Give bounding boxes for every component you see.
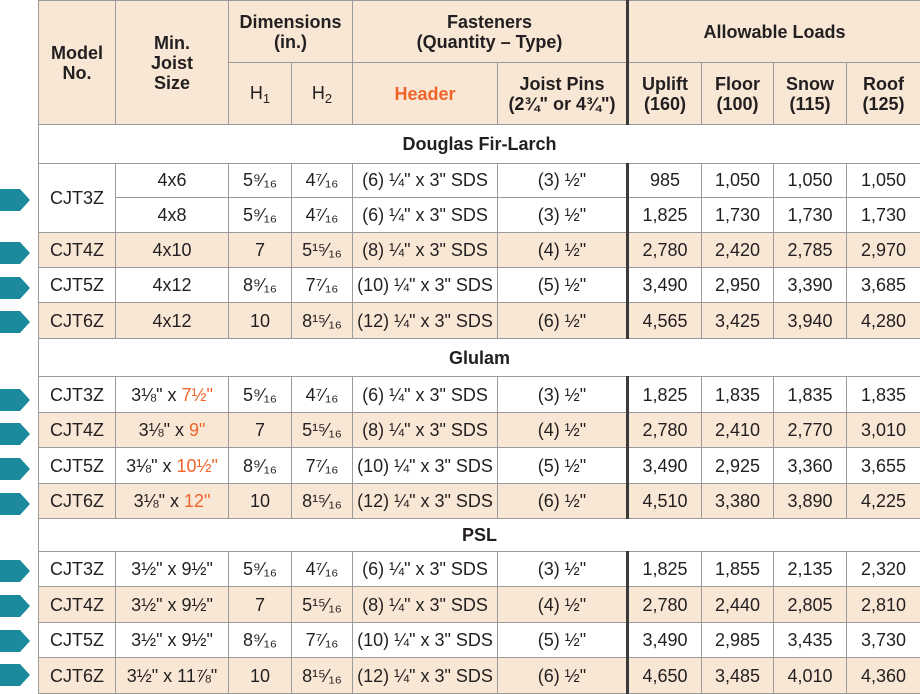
joist-pins-cell: (5) ½": [498, 267, 628, 302]
header-fastener-header: Header: [353, 63, 498, 125]
joist-size-cell: 4x12: [116, 303, 229, 338]
h2-cell: 7⁷⁄₁₆: [292, 622, 353, 657]
header-fastener-cell: (10) ¼" x 3" SDS: [353, 622, 498, 657]
arrow-tag-icon: [0, 389, 30, 411]
uplift-cell: 985: [628, 163, 702, 197]
h2-cell: 8¹⁵⁄₁₆: [292, 303, 353, 338]
roof-cell: 1,730: [847, 198, 920, 232]
snow-cell: 4,010: [774, 658, 847, 694]
header-fastener-cell: (10) ¼" x 3" SDS: [353, 267, 498, 302]
joist-size-cell: 4x10: [116, 232, 229, 267]
table-header: [39, 1, 920, 125]
floor-cell: 3,425: [702, 303, 774, 338]
model-cell: CJT6Z: [39, 483, 116, 518]
table-body: [39, 125, 920, 694]
roof-cell: 4,280: [847, 303, 920, 338]
h2-cell: 4⁷⁄₁₆: [292, 377, 353, 412]
header-fastener-cell: (6) ¼" x 3" SDS: [353, 551, 498, 586]
floor-cell: 1,835: [702, 377, 774, 412]
snow-cell: 1,730: [774, 198, 847, 232]
model-cell: CJT5Z: [39, 622, 116, 657]
floor-cell: 2,440: [702, 587, 774, 622]
joist-size-cell: 3½" x 9½": [116, 622, 229, 657]
header-fastener-cell: (8) ¼" x 3" SDS: [353, 232, 498, 267]
snow-cell: 3,890: [774, 483, 847, 518]
joist-pins-cell: (4) ½": [498, 587, 628, 622]
dimensions-header: Dimensions (in.): [229, 1, 353, 63]
h2-header: $H_2$: [292, 63, 353, 125]
h2-cell: 7⁷⁄₁₆: [292, 448, 353, 483]
roof-header: Roof (125): [847, 63, 920, 125]
table-row: [39, 163, 920, 197]
header-fastener-cell: (6) ¼" x 3" SDS: [353, 377, 498, 412]
roof-cell: 3,010: [847, 412, 920, 447]
h1-cell: 10: [229, 658, 292, 694]
joist-size-cell: 3½" x 9½": [116, 587, 229, 622]
model-cell: CJT4Z: [39, 412, 116, 447]
roof-cell: 2,320: [847, 551, 920, 586]
arrow-tag-icon: [0, 458, 30, 480]
model-no-header: Model No.: [39, 1, 116, 125]
uplift-cell: 1,825: [628, 198, 702, 232]
table-row: [39, 483, 920, 518]
section-title: Douglas Fir-Larch: [39, 125, 920, 164]
snow-cell: 2,785: [774, 232, 847, 267]
h1-cell: 8⁹⁄₁₆: [229, 267, 292, 302]
h2-cell: 5¹⁵⁄₁₆: [292, 232, 353, 267]
floor-cell: 2,410: [702, 412, 774, 447]
uplift-cell: 3,490: [628, 448, 702, 483]
floor-cell: 2,950: [702, 267, 774, 302]
roof-cell: 2,970: [847, 232, 920, 267]
section-title: PSL: [39, 519, 920, 551]
snow-cell: 3,940: [774, 303, 847, 338]
header-fastener-cell: (8) ¼" x 3" SDS: [353, 587, 498, 622]
joist-pins-cell: (3) ½": [498, 163, 628, 197]
model-cell: CJT3Z: [39, 551, 116, 586]
uplift-cell: 2,780: [628, 232, 702, 267]
uplift-cell: 1,825: [628, 377, 702, 412]
model-cell: CJT5Z: [39, 267, 116, 302]
roof-cell: 3,655: [847, 448, 920, 483]
model-cell: CJT4Z: [39, 232, 116, 267]
header-fastener-cell: (12) ¼" x 3" SDS: [353, 483, 498, 518]
joist-size-cell: 4x6: [116, 163, 229, 197]
allowable-loads-table: [38, 0, 920, 694]
arrow-tag-icon: [0, 311, 30, 333]
joist-pins-cell: (3) ½": [498, 198, 628, 232]
joist-pins-cell: (3) ½": [498, 377, 628, 412]
table-row: [39, 412, 920, 447]
header-fastener-cell: (6) ¼" x 3" SDS: [353, 198, 498, 232]
roof-cell: 3,730: [847, 622, 920, 657]
arrow-tag-icon: [0, 189, 30, 211]
uplift-cell: 2,780: [628, 412, 702, 447]
joist-pins-cell: (6) ½": [498, 483, 628, 518]
joist-pins-cell: (6) ½": [498, 303, 628, 338]
joist-pins-cell: (6) ½": [498, 658, 628, 694]
joist-pins-cell: (5) ½": [498, 622, 628, 657]
table-row: [39, 448, 920, 483]
table-row: [39, 622, 920, 657]
uplift-cell: 3,490: [628, 267, 702, 302]
roof-cell: 4,360: [847, 658, 920, 694]
arrow-tag-icon: [0, 242, 30, 264]
table-row: [39, 377, 920, 412]
arrow-tag-icon: [0, 595, 30, 617]
joist-size-cell: 3½" x 11⅞": [116, 658, 229, 694]
floor-cell: 2,925: [702, 448, 774, 483]
roof-cell: 3,685: [847, 267, 920, 302]
model-cell: CJT3Z: [39, 377, 116, 412]
h2-cell: 4⁷⁄₁₆: [292, 163, 353, 197]
header-fastener-cell: (8) ¼" x 3" SDS: [353, 412, 498, 447]
joist-pins-header: Joist Pins (2¾" or 4¾"): [498, 63, 628, 125]
floor-cell: 1,855: [702, 551, 774, 586]
arrow-tag-icon: [0, 277, 30, 299]
section-title: Glulam: [39, 338, 920, 377]
floor-cell: 1,730: [702, 198, 774, 232]
h1-cell: 10: [229, 303, 292, 338]
floor-cell: 1,050: [702, 163, 774, 197]
table-row: [39, 658, 920, 694]
uplift-cell: 4,650: [628, 658, 702, 694]
arrow-tag-icon: [0, 630, 30, 652]
h2-cell: 8¹⁵⁄₁₆: [292, 483, 353, 518]
roof-cell: 4,225: [847, 483, 920, 518]
h2-cell: 4⁷⁄₁₆: [292, 198, 353, 232]
h1-cell: 7: [229, 232, 292, 267]
snow-header: Snow (115): [774, 63, 847, 125]
roof-cell: 2,810: [847, 587, 920, 622]
snow-cell: 1,835: [774, 377, 847, 412]
floor-cell: 2,985: [702, 622, 774, 657]
h1-cell: 7: [229, 412, 292, 447]
header-fastener-cell: (12) ¼" x 3" SDS: [353, 658, 498, 694]
arrow-tag-icon: [0, 493, 30, 515]
snow-cell: 2,135: [774, 551, 847, 586]
joist-size-cell: 4x8: [116, 198, 229, 232]
h1-cell: 7: [229, 587, 292, 622]
uplift-cell: 4,510: [628, 483, 702, 518]
h1-cell: 8⁹⁄₁₆: [229, 448, 292, 483]
header-fastener-cell: (12) ¼" x 3" SDS: [353, 303, 498, 338]
joist-pins-cell: (4) ½": [498, 412, 628, 447]
roof-cell: 1,050: [847, 163, 920, 197]
h2-cell: 5¹⁵⁄₁₆: [292, 412, 353, 447]
row-markers: [0, 0, 38, 694]
fasteners-header: Fasteners (Quantity – Type): [353, 1, 628, 63]
h2-cell: 8¹⁵⁄₁₆: [292, 658, 353, 694]
h2-cell: 5¹⁵⁄₁₆: [292, 587, 353, 622]
header-fastener-cell: (6) ¼" x 3" SDS: [353, 163, 498, 197]
snow-cell: 1,050: [774, 163, 847, 197]
allowable-loads-header: Allowable Loads: [628, 1, 920, 63]
arrow-tag-icon: [0, 423, 30, 445]
h2-cell: 7⁷⁄₁₆: [292, 267, 353, 302]
h1-cell: 5⁹⁄₁₆: [229, 198, 292, 232]
min-joist-size-header: Min. Joist Size: [116, 1, 229, 125]
snow-cell: 2,770: [774, 412, 847, 447]
model-cell: CJT6Z: [39, 303, 116, 338]
snow-cell: 3,360: [774, 448, 847, 483]
table-row: [39, 232, 920, 267]
arrow-tag-icon: [0, 664, 30, 686]
table-row: [39, 267, 920, 302]
floor-header: Floor (100): [702, 63, 774, 125]
snow-cell: 3,435: [774, 622, 847, 657]
h1-cell: 10: [229, 483, 292, 518]
roof-cell: 1,835: [847, 377, 920, 412]
joist-size-cell: 3⅛" x 9": [116, 412, 229, 447]
table-row: [39, 303, 920, 338]
floor-cell: 2,420: [702, 232, 774, 267]
h1-header: $H_1$: [229, 63, 292, 125]
model-cell: CJT4Z: [39, 587, 116, 622]
table-row: [39, 551, 920, 586]
snow-cell: 2,805: [774, 587, 847, 622]
joist-pins-cell: (4) ½": [498, 232, 628, 267]
h1-cell: 5⁹⁄₁₆: [229, 551, 292, 586]
joist-size-cell: 3⅛" x 7½": [116, 377, 229, 412]
uplift-cell: 3,490: [628, 622, 702, 657]
model-cell: CJT3Z: [39, 163, 116, 232]
joist-size-cell: 4x12: [116, 267, 229, 302]
uplift-cell: 1,825: [628, 551, 702, 586]
header-fastener-cell: (10) ¼" x 3" SDS: [353, 448, 498, 483]
model-cell: CJT6Z: [39, 658, 116, 694]
table-row: [39, 198, 920, 232]
joist-pins-cell: (3) ½": [498, 551, 628, 586]
joist-pins-cell: (5) ½": [498, 448, 628, 483]
h1-cell: 5⁹⁄₁₆: [229, 377, 292, 412]
floor-cell: 3,380: [702, 483, 774, 518]
uplift-cell: 4,565: [628, 303, 702, 338]
floor-cell: 3,485: [702, 658, 774, 694]
h1-cell: 8⁹⁄₁₆: [229, 622, 292, 657]
uplift-header: Uplift (160): [628, 63, 702, 125]
joist-size-cell: 3⅛" x 12": [116, 483, 229, 518]
snow-cell: 3,390: [774, 267, 847, 302]
h1-cell: 5⁹⁄₁₆: [229, 163, 292, 197]
uplift-cell: 2,780: [628, 587, 702, 622]
joist-size-cell: 3⅛" x 10½": [116, 448, 229, 483]
model-cell: CJT5Z: [39, 448, 116, 483]
h2-cell: 4⁷⁄₁₆: [292, 551, 353, 586]
arrow-tag-icon: [0, 560, 30, 582]
table-row: [39, 587, 920, 622]
joist-size-cell: 3½" x 9½": [116, 551, 229, 586]
